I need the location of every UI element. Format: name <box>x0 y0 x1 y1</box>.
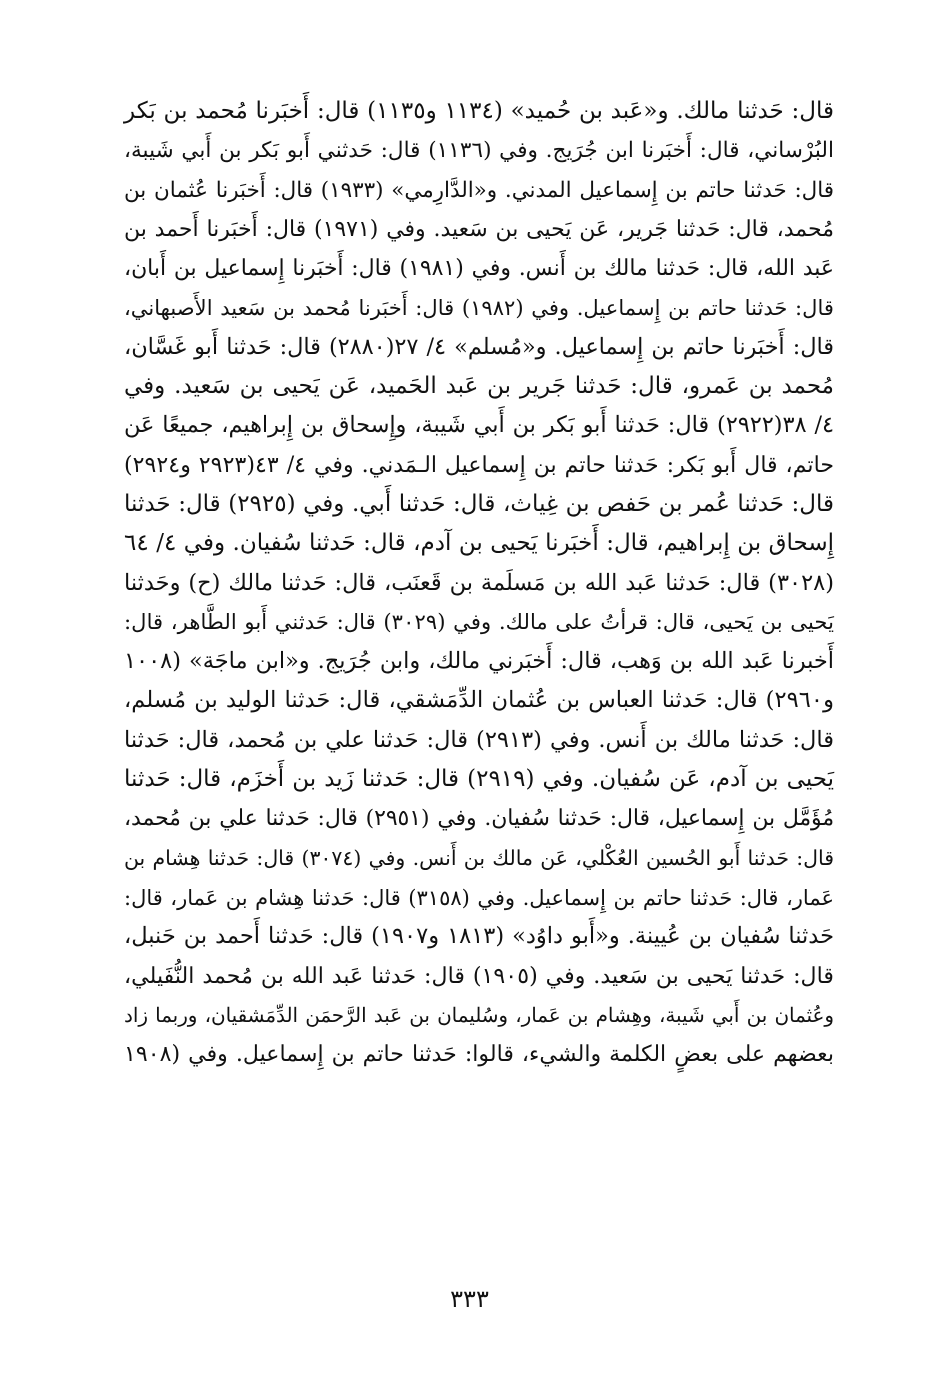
text-line: و٢٩٦٠) قال: حَدثنا العباس بن عُثمان الدِّمَشقي، قال: حَدثنا الوليد بن مُسلم، <box>124 687 834 714</box>
text-line: البُرْساني، قال: أَخبَرنا ابن جُرَيج. وفي (١١٣٦) قال: حَدثني أَبو بَكر بن أَبي شَيبة، <box>124 138 834 164</box>
text-line: أَخبرنا عَبد الله بن وَهب، قال: أَخبَرني مالك، وابن جُرَيج. و«ابن ماجَة» (١٠٠٨ <box>124 648 834 675</box>
text-line: ٤/ ٣٨(٢٩٢٢) قال: حَدثنا أَبو بَكر بن أَبي شَيبة، وإِسحاق بن إِبراهيم، جميعًا عَن <box>124 412 835 439</box>
text-line: مُحمد، قال: حَدثنا جَرير، عَن يَحيى بن سَعيد. وفي (١٩٧١) قال: أَخبَرنا أَحمد بن <box>124 216 834 242</box>
text-line: قال: حَدثنا عُمر بن حَفص بن غِياث، قال: حَدثنا أَبي. وفي (٢٩٢٥) قال: حَدثنا <box>124 490 834 517</box>
text-line: قال: حَدثنا مالك. و«عَبد بن حُميد» (١١٣٤ و١١٣٥) قال: أَخبَرنا مُحمد بن بَكر <box>124 98 834 124</box>
text-line: قال: حَدثنا حاتم بن إِسماعيل المدني. و«الدَّارِمي» (١٩٣٣) قال: أَخبَرنا عُثمان بن <box>124 177 834 203</box>
text-line: (٣٠٢٨) قال: حَدثنا عَبد الله بن مَسلَمة بن قَعنَب، قال: حَدثنا مالك (ح) وحَدثنا <box>124 569 834 596</box>
text-line: إِسحاق بن إِبراهيم، قال: أَخبَرنا يَحيى بن آدم، قال: حَدثنا سُفيان. وفي ٤/ ٦٤ <box>124 530 835 557</box>
text-line: عَبد الله، قال: حَدثنا مالك بن أَنس. وفي (١٩٨١) قال: أَخبَرنا إِسماعيل بن أَبان، <box>124 256 834 282</box>
text-line: قال: حَدثنا حاتم بن إِسماعيل. وفي (١٩٨٢) قال: أَخبَرنا مُحمد بن سَعيد الأَصبهاني، <box>124 295 834 321</box>
body-text <box>124 92 834 1074</box>
text-line: قال: حَدثنا مالك بن أَنس. وفي (٢٩١٣) قال: حَدثنا علي بن مُحمد، قال: حَدثنا <box>124 726 834 753</box>
page-number: ٣٣٣ <box>450 1285 489 1313</box>
text-line: عَمار، قال: حَدثنا حاتم بن إِسماعيل. وفي (٣١٥٨) قال: حَدثنا هِشام بن عَمار، قال: <box>124 884 834 910</box>
text-line: قال: حَدثنا يَحيى بن سَعيد. وفي (١٩٠٥) قال: حَدثنا عَبد الله بن مُحمد النُّفَيلي، <box>124 962 834 989</box>
text-line: وعُثمان بن أَبي شَيبة، وهِشام بن عَمار، وسُليمان بن عَبد الرَّحمَن الدِّمَشقيان، وربما زاد <box>124 1003 834 1027</box>
text-line: يَحيى بن آدم، عَن سُفيان. وفي (٢٩١٩) قال: حَدثنا زَيد بن أَخزَم، قال: حَدثنا <box>124 766 835 793</box>
text-line: قال: حَدثنا أَبو الحُسين العُكْلي، عَن مالك بن أَنس. وفي (٣٠٧٤) قال: حَدثنا هِشام بن <box>124 845 834 870</box>
text-line: يَحيى بن يَحيى، قال: قرأتُ على مالك. وفي (٣٠٢٩) قال: حَدثني أَبو الطَّاهر، قال: <box>124 609 834 635</box>
text-line: قال: أَخبَرنا حاتم بن إِسماعيل. و«مُسلم» ٤/ ٢٧(٢٨٨٠) قال: حَدثنا أَبو غَسَّان، <box>124 333 834 360</box>
text-line: حاتم، قال أَبو بَكر: حَدثنا حاتم بن إِسماعيل الـمَدني. وفي ٤/ ٤٣(٢٩٢٣ و٢٩٢٤) <box>124 451 835 478</box>
text-line: مُؤَمَّل بن إِسماعيل، قال: حَدثنا سُفيان. وفي (٢٩٥١) قال: حَدثنا علي بن مُحمد، <box>124 806 834 832</box>
text-line: مُحمد بن عَمرو، قال: حَدثنا جَرير بن عَبد الحَميد، عَن يَحيى بن سَعيد. وفي <box>124 373 834 400</box>
text-line: حَدثنا سُفيان بن عُيينة. و«أَبو داوُد» (١٨١٣ و١٩٠٧) قال: حَدثنا أَحمد بن حَنبل، <box>124 923 834 950</box>
text-line: بعضهم على بعضٍ الكلمة والشيء، قالوا: حَدثنا حاتم بن إِسماعيل. وفي (١٩٠٨ <box>124 1041 834 1068</box>
